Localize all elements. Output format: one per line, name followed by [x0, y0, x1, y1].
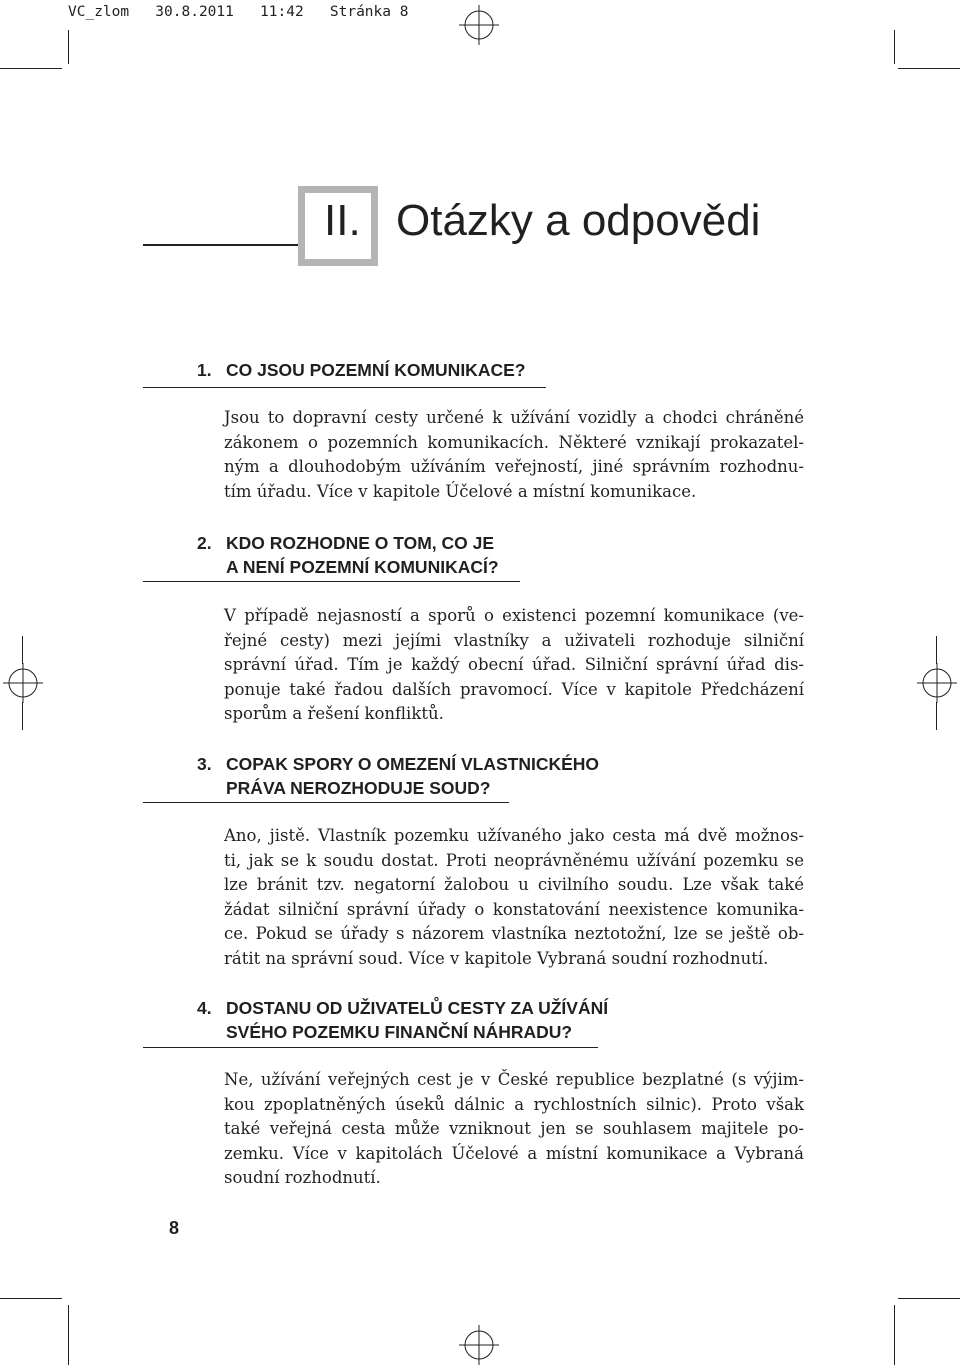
question-number: 2.: [197, 533, 212, 553]
answer-line: ce. Pokud se úřady s názorem vlastníka neztotožní, lze se ještě ob-: [224, 924, 804, 943]
question-title-line: A NENÍ POZEMNÍ KOMUNIKACÍ?: [226, 557, 499, 577]
answer-line: V případě nejasností a sporů o existenci pozemní komunikace (ve-: [224, 606, 804, 625]
answer-line: žádat silniční správní úřady o konstatování neexistence komunika-: [224, 899, 804, 919]
crop-mark: [894, 30, 895, 64]
question-title-line: SVÉHO POZEMKU FINANČNÍ NÁHRADU?: [226, 1022, 573, 1042]
registration-mark: [3, 663, 43, 703]
answer-line: řejné cesty) mezi jejími vlastníky a uživateli rozhoduje silniční: [224, 630, 804, 650]
answer-line: Ano, jistě. Vlastník pozemku užívaného jako cesta má dvě možnos-: [224, 826, 804, 845]
registration-tick: [936, 636, 937, 664]
question-rule: [143, 802, 509, 803]
question-rule: [143, 387, 546, 388]
printer-slug: VC_zlom 30.8.2011 11:42 Stránka 8: [68, 4, 409, 20]
answer-line: tím úřadu. Více v kapitole Účelové a místní komunikace.: [224, 481, 697, 501]
question-title-line: PRÁVA NEROZHODUJE SOUD?: [226, 778, 491, 798]
answer-line: zemku. Více v kapitolách Účelové a místní komunikace a Vybraná: [224, 1143, 804, 1163]
crop-mark: [0, 1298, 62, 1299]
answer-line: také veřejná cesta může vzniknout jen se souhlasem majitele po-: [224, 1119, 804, 1138]
chapter-title: Otázky a odpovědi: [396, 196, 761, 245]
answer-line: správní úřad. Tím je každý obecní úřad. Silniční správní úřad dis-: [224, 655, 804, 674]
answer-text: [224, 406, 804, 504]
chapter-number: II.: [324, 196, 361, 245]
crop-mark: [894, 1305, 895, 1365]
answer-line: rátit na správní soud. Více v kapitole Vybraná soudní rozhodnutí.: [224, 948, 769, 968]
registration-tick: [936, 702, 937, 730]
registration-tick: [22, 702, 23, 730]
question-number: 1.: [197, 360, 212, 380]
answer-line: Jsou to dopravní cesty určené k užívání vozidly a chodci chráněné: [224, 408, 804, 427]
answer-line: ným a dlouhodobým užíváním veřejností, jiné správním rozhodnu-: [224, 457, 804, 476]
question-number: 3.: [197, 754, 212, 774]
answer-text: [224, 1068, 804, 1191]
question-title-line: CO JSOU POZEMNÍ KOMUNIKACE?: [226, 360, 526, 380]
crop-mark: [0, 68, 62, 69]
answer-text: [224, 604, 804, 727]
answer-line: soudní rozhodnutí.: [224, 1168, 381, 1187]
answer-line: lze bránit tzv. negatorní žalobou u civilního soudu. Lze však také: [224, 875, 804, 894]
answer-line: ponuje také řadou dalších pravomocí. Více v kapitole Předcházení: [224, 679, 804, 699]
answer-line: sporům a řešení konfliktů.: [224, 704, 444, 723]
answer-line: ti, jak se k soudu dostat. Proti neoprávněnému užívání pozemku se: [224, 850, 804, 870]
registration-mark: [459, 5, 499, 45]
question-rule: [143, 581, 520, 582]
question-title-line: DOSTANU OD UŽIVATELŮ CESTY ZA UŽÍVÁNÍ: [226, 998, 609, 1018]
answer-line: kou zpoplatněných úseků dálnic a rychlostních silnic). Proto však: [224, 1094, 804, 1114]
question-title-line: COPAK SPORY O OMEZENÍ VLASTNICKÉHO: [226, 754, 600, 774]
answer-line: zákonem o pozemních komunikacích. Některé vznikají prokazatel-: [224, 432, 804, 452]
question-rule: [143, 1047, 598, 1048]
crop-mark: [898, 1298, 960, 1299]
question-title-line: KDO ROZHODNE O TOM, CO JE: [226, 533, 495, 553]
crop-mark: [68, 30, 69, 64]
answer-line: Ne, užívání veřejných cest je v České republice bezplatné (s výjim-: [224, 1070, 804, 1089]
crop-mark: [898, 68, 960, 69]
page-number: 8: [169, 1218, 180, 1238]
registration-mark: [917, 663, 957, 703]
question-number: 4.: [197, 998, 212, 1018]
answer-text: [224, 824, 804, 971]
crop-mark: [68, 1305, 69, 1365]
registration-mark: [459, 1325, 499, 1365]
registration-tick: [22, 636, 23, 664]
